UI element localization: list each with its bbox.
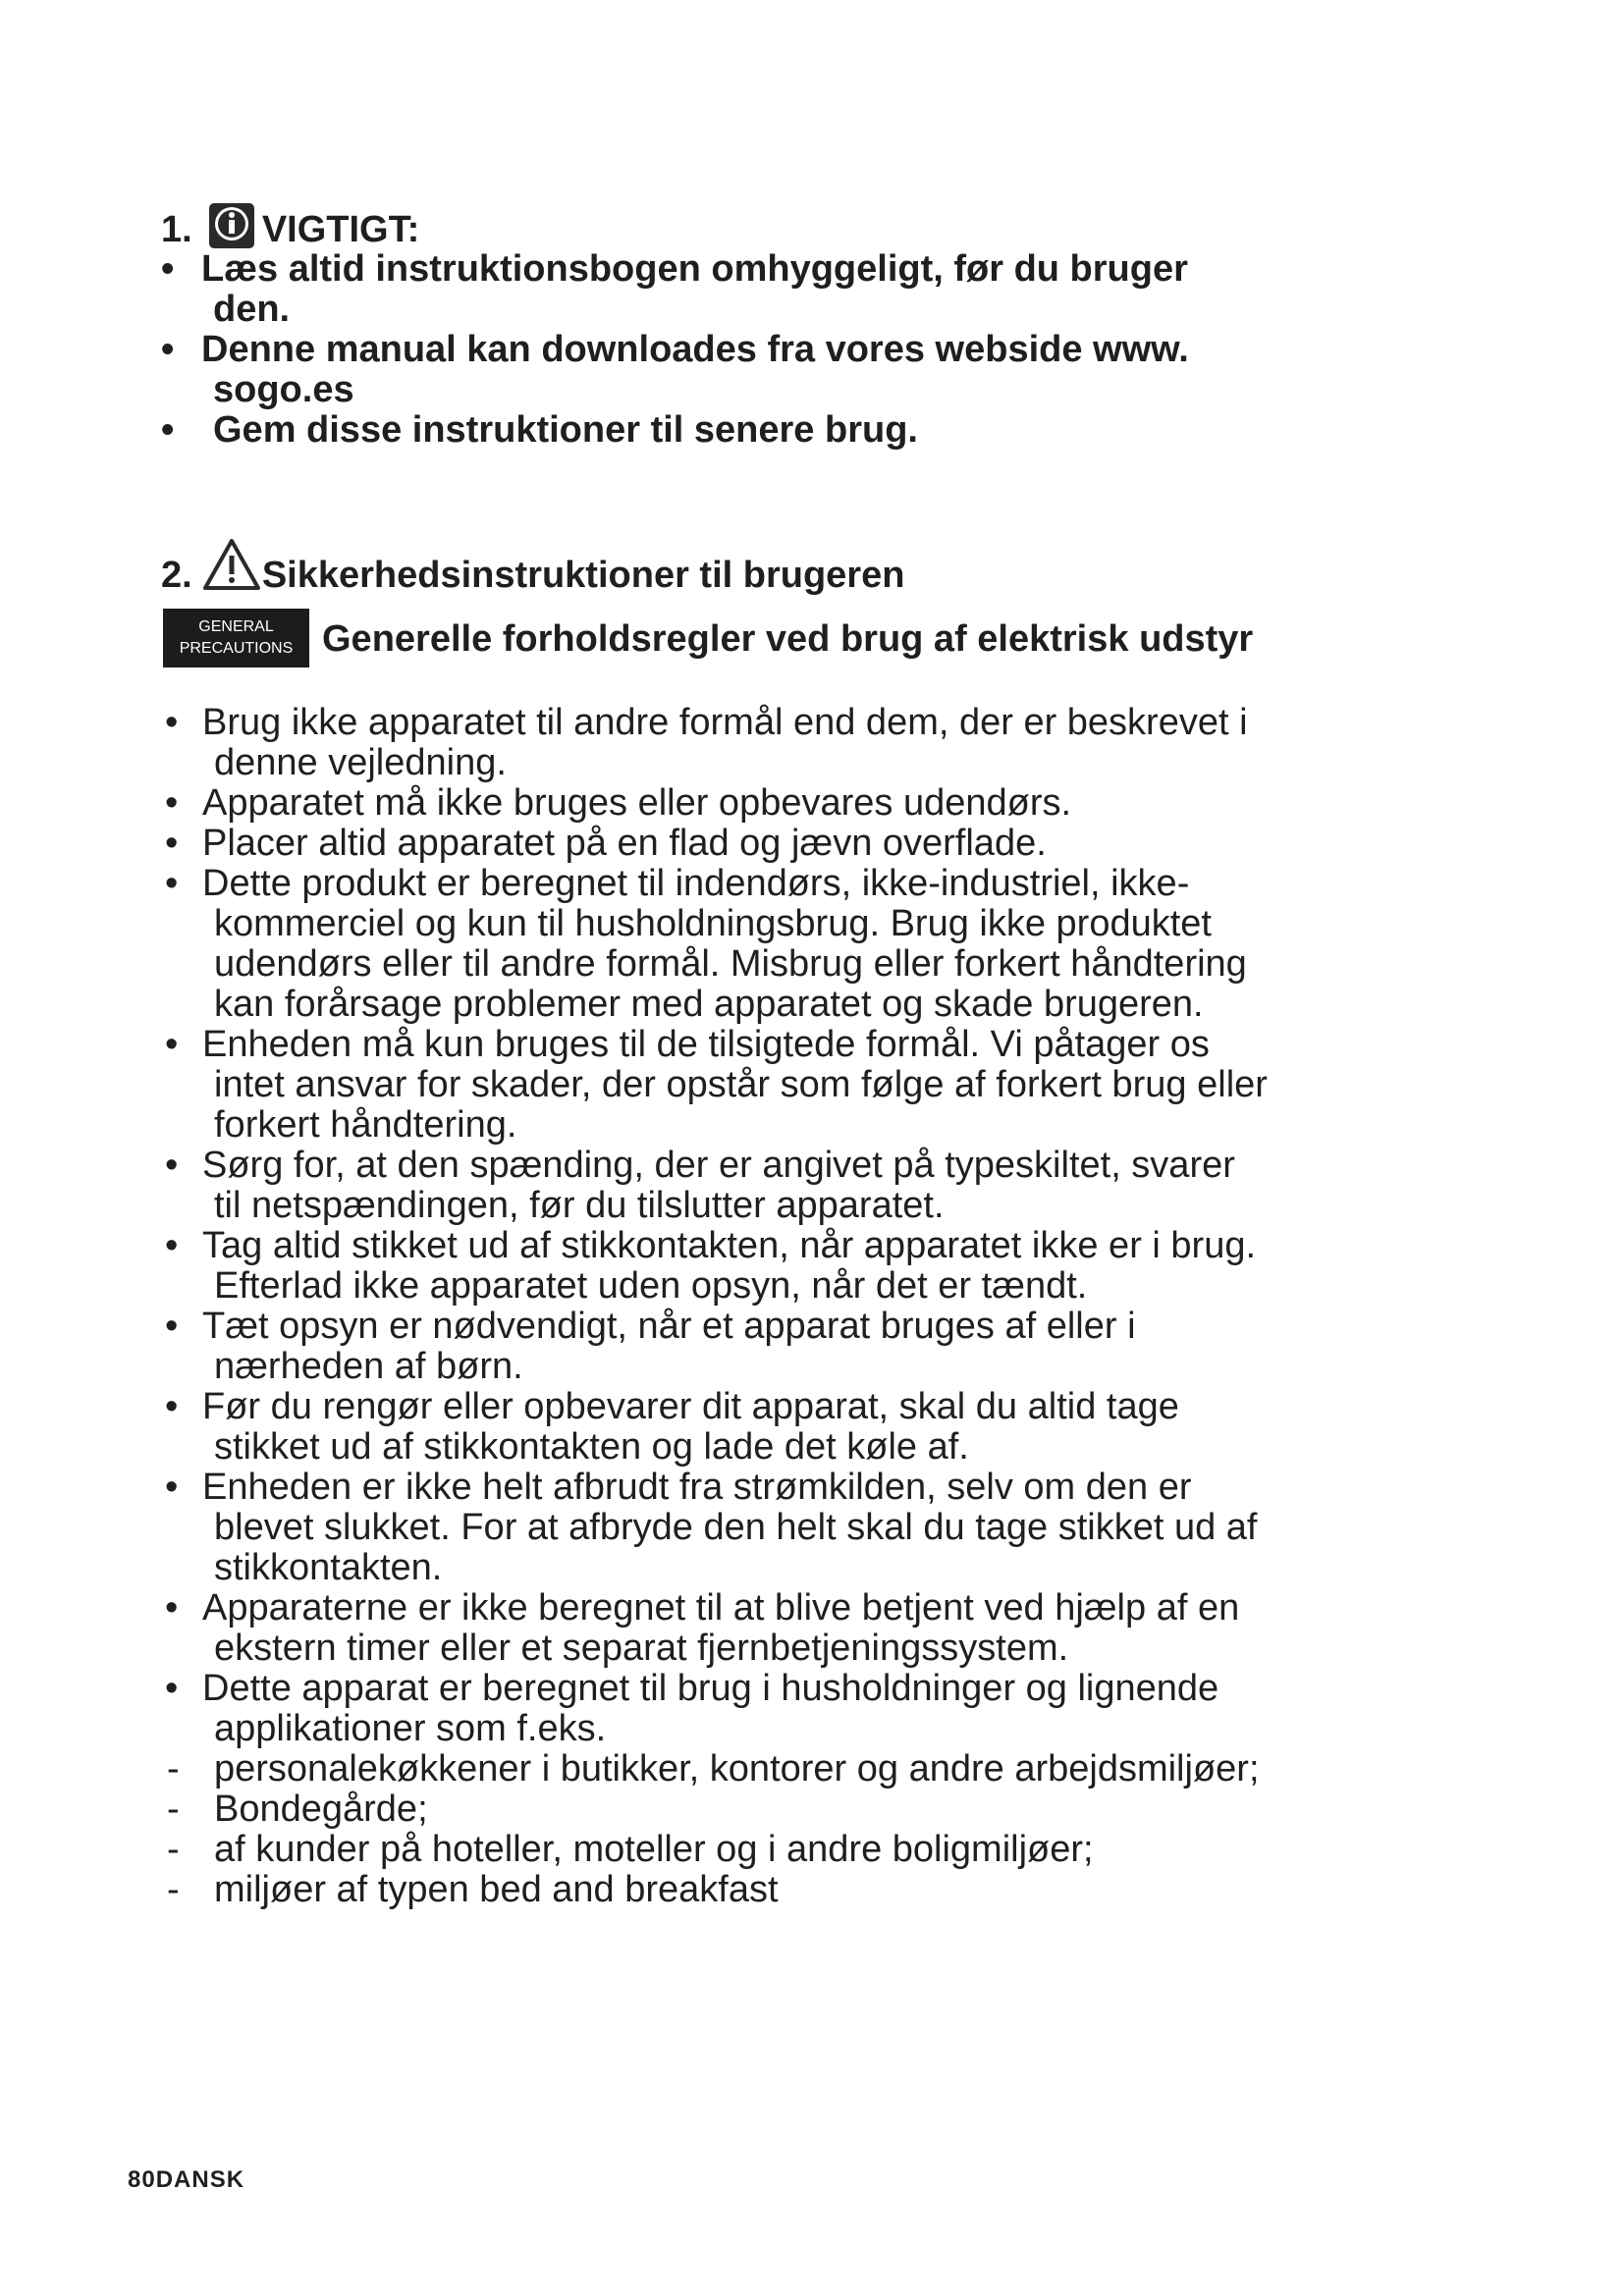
list-item-line: Tæt opsyn er nødvendigt, når et apparat bruges af eller i bbox=[202, 1306, 1136, 1347]
list-item-line: Brug ikke apparatet til andre formål end dem, der er beskrevet i bbox=[202, 702, 1248, 743]
list-item bbox=[161, 330, 1546, 410]
list-item bbox=[161, 864, 1536, 1025]
language-label: DANSK bbox=[155, 2166, 245, 2193]
warning-triangle-icon bbox=[202, 538, 261, 591]
bullet-icon: • bbox=[165, 823, 179, 864]
list-item-line: Apparaterne er ikke beregnet til at blive betjent ved hjælp af en bbox=[202, 1587, 1240, 1629]
dash-marker: - bbox=[167, 1789, 180, 1830]
list-item-line: stikket ud af stikkontakten og lade det køle af. bbox=[214, 1426, 969, 1468]
list-item-line: til netspændingen, før du tilslutter apparatet. bbox=[214, 1185, 945, 1226]
list-item-line: ekstern timer eller et separat fjernbetjeningssystem. bbox=[214, 1628, 1069, 1669]
bullet-icon: • bbox=[165, 1668, 179, 1709]
list-item-line: Sørg for, at den spænding, der er angivet på typeskiltet, svarer bbox=[202, 1145, 1235, 1186]
badge-line: GENERAL bbox=[198, 618, 274, 635]
list-item-line: kommerciel og kun til husholdningsbrug. Brug ikke produktet bbox=[214, 903, 1212, 944]
bullet-icon: • bbox=[165, 782, 179, 824]
bullet-icon: • bbox=[161, 409, 175, 451]
list-item-line: Denne manual kan downloades fra vores webside www. bbox=[201, 329, 1189, 370]
list-item-line: forkert håndtering. bbox=[214, 1104, 517, 1146]
bullet-icon: • bbox=[165, 1145, 179, 1186]
list-item-line: intet ansvar for skader, der opstår som følge af forkert brug eller bbox=[214, 1064, 1268, 1105]
list-item-line: Placer altid apparatet på en flad og jævn overflade. bbox=[202, 823, 1047, 864]
section-2-subtitle: Generelle forholdsregler ved brug af elektrisk udstyr bbox=[322, 618, 1254, 660]
dash-marker: - bbox=[167, 1748, 180, 1789]
section-2-list bbox=[161, 703, 1536, 1910]
dash-marker: - bbox=[167, 1869, 180, 1910]
list-item bbox=[161, 783, 1536, 824]
dash-marker: - bbox=[167, 1829, 180, 1870]
list-item-line: Enheden må kun bruges til de tilsigtede formål. Vi påtager os bbox=[202, 1024, 1210, 1065]
list-item-line: Før du rengør eller opbevarer dit apparat, skal du altid tage bbox=[202, 1386, 1179, 1427]
list-item-line: kan forårsage problemer med apparatet og skade brugeren. bbox=[214, 984, 1204, 1025]
list-item-line: applikationer som f.eks. bbox=[214, 1708, 607, 1749]
page-number: 80 bbox=[128, 2166, 156, 2193]
list-item-line: Læs altid instruktionsbogen omhyggeligt, før du bruger bbox=[201, 248, 1188, 290]
list-item-line: Gem disse instruktioner til senere brug. bbox=[213, 409, 918, 451]
list-item-line: Enheden er ikke helt afbrudt fra strømkilden, selv om den er bbox=[202, 1467, 1192, 1508]
list-item-line: Dette produkt er beregnet til indendørs, ikke-industriel, ikke- bbox=[202, 863, 1190, 904]
bullet-icon: • bbox=[161, 329, 175, 370]
bullet-icon: • bbox=[165, 1225, 179, 1266]
general-precautions-badge bbox=[163, 609, 309, 667]
list-item-line: blevet slukket. For at afbryde den helt skal du tage stikket ud af bbox=[214, 1507, 1258, 1548]
list-item bbox=[161, 1226, 1536, 1307]
list-item-line: Bondegårde; bbox=[214, 1789, 428, 1830]
bullet-icon: • bbox=[165, 1587, 179, 1629]
list-item bbox=[161, 1749, 1536, 1789]
badge-line: PRECAUTIONS bbox=[179, 640, 294, 657]
section-1-heading bbox=[161, 202, 419, 253]
list-item-line: Efterlad ikke apparatet uden opsyn, når det er tændt. bbox=[214, 1265, 1088, 1307]
bullet-icon: • bbox=[165, 1467, 179, 1508]
list-item bbox=[161, 249, 1546, 330]
list-item-line: denne vejledning. bbox=[214, 742, 507, 783]
list-item bbox=[161, 824, 1536, 864]
section-1-list bbox=[161, 249, 1546, 451]
info-icon bbox=[208, 202, 255, 249]
list-item-line: Dette apparat er beregnet til brug i husholdninger og lignende bbox=[202, 1668, 1219, 1709]
list-item-line: miljøer af typen bed and breakfast bbox=[214, 1869, 779, 1910]
list-item-line: personalekøkkener i butikker, kontorer og andre arbejdsmiljøer; bbox=[214, 1748, 1260, 1789]
list-item-line: sogo.es bbox=[213, 369, 354, 410]
section-2-number: 2. bbox=[161, 555, 192, 596]
list-item bbox=[161, 1146, 1536, 1226]
list-item bbox=[161, 410, 1546, 451]
list-item-line: udendørs eller til andre formål. Misbrug eller forkert håndtering bbox=[214, 943, 1247, 985]
bullet-icon: • bbox=[165, 1024, 179, 1065]
section-2-title: Sikkerhedsinstruktioner til brugeren bbox=[261, 555, 905, 596]
section-2-heading bbox=[161, 538, 904, 598]
list-item bbox=[161, 1789, 1536, 1830]
list-item-line: den. bbox=[213, 289, 291, 330]
list-item bbox=[161, 1830, 1536, 1870]
list-item-line: af kunder på hoteller, moteller og i andre boligmiljøer; bbox=[214, 1829, 1094, 1870]
list-item bbox=[161, 1669, 1536, 1749]
list-item bbox=[161, 703, 1536, 783]
list-item-line: nærheden af børn. bbox=[214, 1346, 523, 1387]
list-item bbox=[161, 1307, 1536, 1387]
list-item bbox=[161, 1468, 1536, 1588]
list-item bbox=[161, 1387, 1536, 1468]
list-item-line: Apparatet må ikke bruges eller opbevares udendørs. bbox=[202, 782, 1072, 824]
page-footer bbox=[128, 2166, 244, 2194]
list-item-line: stikkontakten. bbox=[214, 1547, 443, 1588]
list-item bbox=[161, 1870, 1536, 1910]
list-item bbox=[161, 1588, 1536, 1669]
list-item bbox=[161, 1025, 1536, 1146]
bullet-icon: • bbox=[161, 248, 175, 290]
bullet-icon: • bbox=[165, 863, 179, 904]
list-item-line: Tag altid stikket ud af stikkontakten, når apparatet ikke er i brug. bbox=[202, 1225, 1257, 1266]
bullet-icon: • bbox=[165, 1386, 179, 1427]
bullet-icon: • bbox=[165, 702, 179, 743]
section-1-title: VIGTIGT: bbox=[261, 209, 420, 250]
bullet-icon: • bbox=[165, 1306, 179, 1347]
section-1-number: 1. bbox=[161, 209, 192, 250]
